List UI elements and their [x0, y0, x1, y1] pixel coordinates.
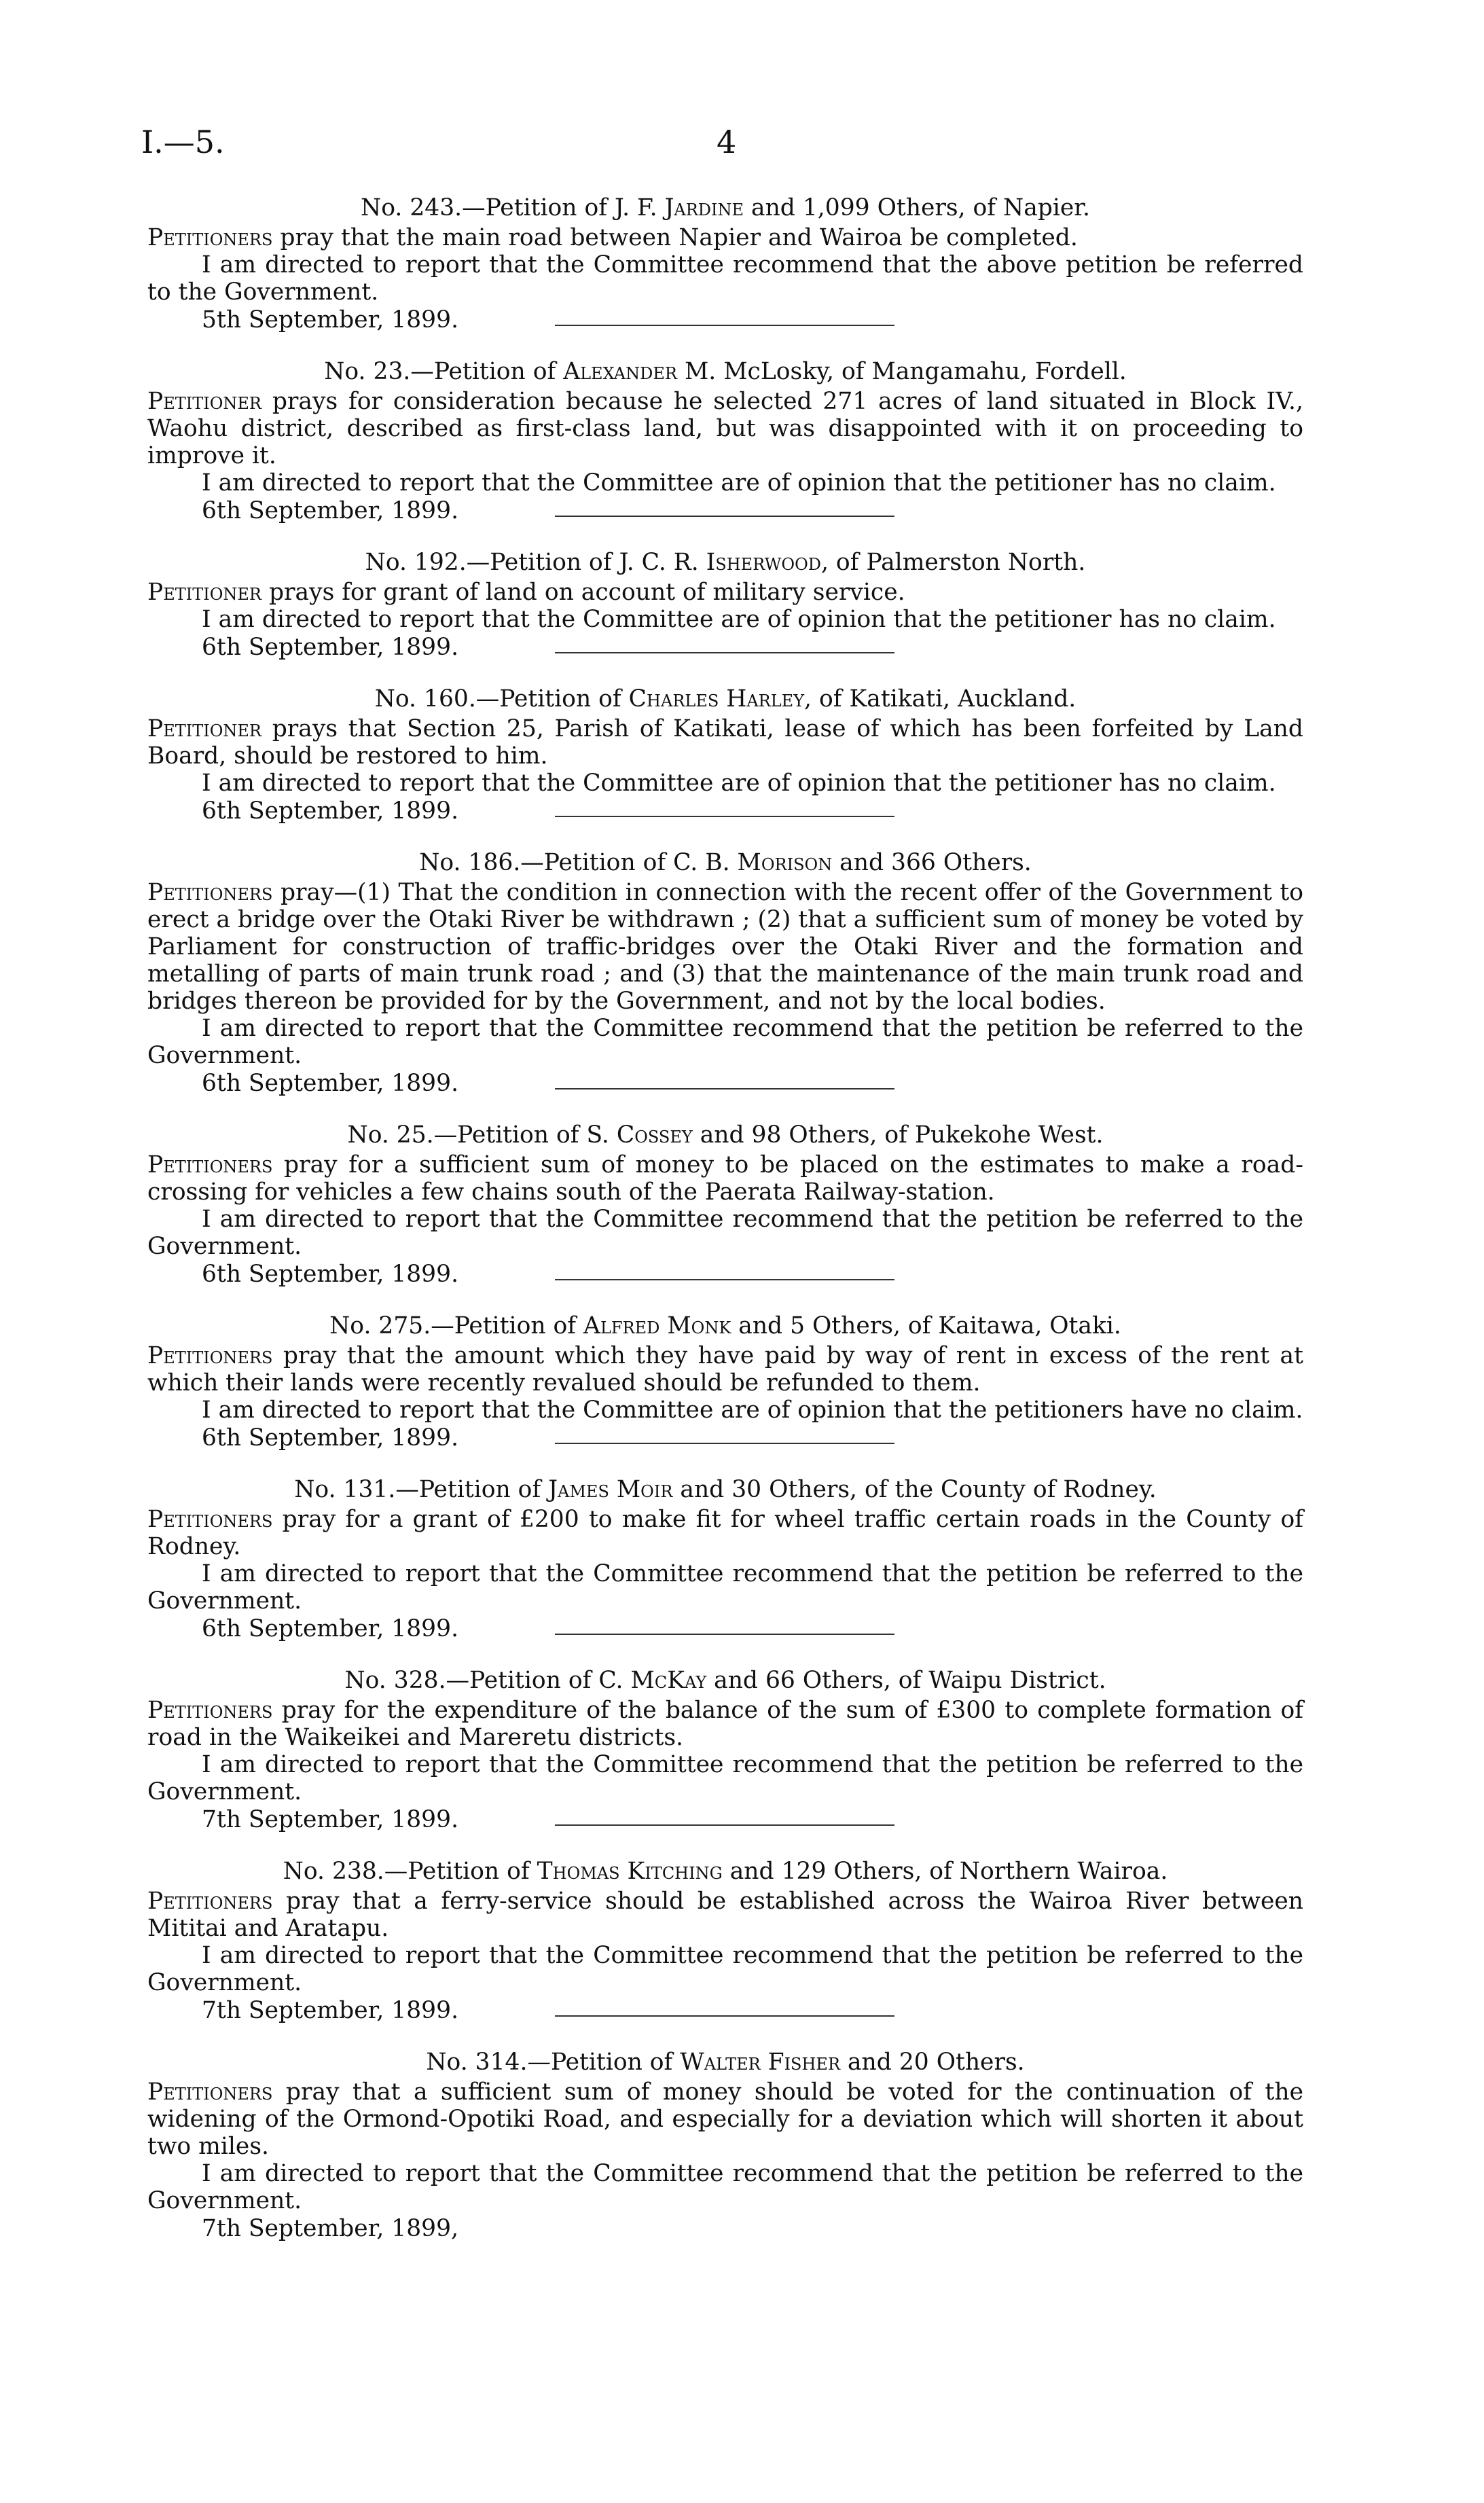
report-date-line	[147, 1996, 1303, 2025]
separator-rule	[555, 816, 894, 817]
petition-prayer: Petitioners pray for a sufficient sum of money to be placed on the estimates to make a road-crossing for vehicles a few chains south of the Paerata Railway-station.	[147, 1151, 1303, 1206]
petitions-list	[147, 194, 1303, 2243]
report-date: 6th September, 1899.	[202, 634, 459, 661]
petition-entry	[147, 2048, 1303, 2243]
committee-report: I am directed to report that the Committee recommend that the petition be referred to the Government.	[147, 1015, 1303, 1069]
report-date-line	[147, 1805, 1303, 1834]
petition-prayer: Petitioners pray that the main road between Napier and Wairoa be completed.	[147, 224, 1078, 251]
petition-title: No. 186.—Petition of C. B. Morison and 366 Others.	[419, 849, 1032, 876]
petition-entry	[147, 1666, 1303, 1834]
report-date-line	[147, 1615, 1303, 1643]
separator-rule	[555, 1824, 894, 1826]
report-date: 7th September, 1899.	[202, 1806, 459, 1833]
petition-entry	[147, 357, 1303, 525]
report-date: 6th September, 1899.	[202, 1424, 459, 1452]
petition-entry	[147, 548, 1303, 662]
report-date-line	[147, 1069, 1303, 1098]
separator-rule	[555, 516, 894, 517]
report-date: 5th September, 1899.	[202, 306, 459, 334]
committee-report: I am directed to report that the Committee recommend that the petition be referred to the Government.	[147, 1942, 1303, 1996]
separator-rule	[555, 2015, 894, 2017]
petition-title: No. 275.—Petition of Alfred Monk and 5 Others, of Kaitawa, Otaki.	[329, 1312, 1121, 1339]
petition-prayer: Petitioners pray for a grant of £200 to make fit for wheel traffic certain roads in the County of Rodney.	[147, 1506, 1303, 1560]
report-date: 6th September, 1899.	[202, 1261, 459, 1288]
committee-report: I am directed to report that the Committee recommend that the petition be referred to the Government.	[147, 1206, 1303, 1260]
separator-rule	[555, 1634, 894, 1635]
petition-prayer: Petitioners pray for the expenditure of the balance of the sum of £300 to complete formation of road in the Waikeikei and Mareretu districts.	[147, 1697, 1303, 1751]
report-date-line	[147, 1424, 1303, 1452]
petition-prayer: Petitioner prays for grant of land on account of military service.	[147, 579, 905, 606]
petition-title: No. 243.—Petition of J. F. Jardine and 1,099 Others, of Napier.	[361, 194, 1090, 221]
committee-report: I am directed to report that the Committee are of opinion that the petitioners have no claim.	[202, 1397, 1303, 1424]
petition-title: No. 131.—Petition of James Moir and 30 Others, of the County of Rodney.	[294, 1476, 1157, 1503]
separator-rule	[555, 1088, 894, 1090]
separator-rule	[555, 1443, 894, 1444]
petition-prayer: Petitioners pray that a ferry-service should be established across the Wairoa River between Mititai and Aratapu.	[147, 1888, 1303, 1942]
committee-report: I am directed to report that the Committee recommend that the above petition be referred to the Government.	[147, 251, 1303, 306]
petition-prayer: Petitioners pray—(1) That the condition in connection with the recent offer of the Government to erect a bridge over the Otaki River be withdrawn ; (2) that a sufficient sum of money be voted by Parliament for construction of traffic-bridges over the Otaki River and the formation and metalling of parts of main trunk road ; and (3) that the maintenance of the main trunk road and bridges thereon be provided for by the Government, and not by the local bodies.	[147, 879, 1303, 1015]
separator-rule	[555, 325, 894, 326]
report-date: 7th September, 1899,	[202, 2215, 459, 2242]
report-date-line	[147, 306, 1303, 334]
petition-entry	[147, 1475, 1303, 1643]
report-date-line	[147, 797, 1303, 825]
report-date: 6th September, 1899.	[202, 497, 459, 524]
separator-rule	[555, 652, 894, 653]
petition-entry	[147, 1312, 1303, 1452]
petition-entry	[147, 848, 1303, 1098]
committee-report: I am directed to report that the Committee recommend that the petition be referred to the Government.	[147, 1751, 1303, 1805]
petition-prayer: Petitioner prays for consideration because he selected 271 acres of land situated in Block IV., Waohu district, described as first-class land, but was disappointed with it on proceeding to improve it.	[147, 388, 1303, 469]
petition-title: No. 328.—Petition of C. McKay and 66 Others, of Waipu District.	[344, 1667, 1106, 1694]
petition-prayer: Petitioners pray that the amount which they have paid by way of rent in excess of the rent at which their lands were recently revalued should be refunded to them.	[147, 1342, 1303, 1397]
petition-title: No. 160.—Petition of Charles Harley, of Katikati, Auckland.	[374, 685, 1076, 713]
committee-report: I am directed to report that the Committee are of opinion that the petitioner has no claim.	[202, 469, 1276, 497]
page-number: 4	[717, 124, 737, 160]
petition-title: No. 25.—Petition of S. Cossey and 98 Others, of Pukekohe West.	[347, 1121, 1104, 1149]
petition-entry	[147, 194, 1303, 334]
petition-prayer: Petitioners pray that a sufficient sum of money should be voted for the continuation of the widening of the Ormond-Opotiki Road, and especially for a deviation which will shorten it about two miles.	[147, 2078, 1303, 2160]
report-date-line	[147, 2214, 1303, 2243]
report-date: 7th September, 1899.	[202, 1997, 459, 2024]
report-date: 6th September, 1899.	[202, 1070, 459, 1097]
committee-report: I am directed to report that the Committee recommend that the petition be referred to the Government.	[147, 1560, 1303, 1615]
petition-title: No. 23.—Petition of Alexander M. McLosky, of Mangamahu, Fordell.	[324, 358, 1127, 385]
petition-prayer: Petitioner prays that Section 25, Parish of Katikati, lease of which has been forfeited by Land Board, should be restored to him.	[147, 715, 1303, 770]
petition-title: No. 192.—Petition of J. C. R. Isherwood, of Palmerston North.	[365, 549, 1086, 576]
report-date-line	[147, 1260, 1303, 1289]
page-header	[141, 124, 1296, 178]
report-date: 6th September, 1899.	[202, 1615, 459, 1642]
petition-entry	[147, 685, 1303, 825]
petition-entry	[147, 1121, 1303, 1289]
report-date: 6th September, 1899.	[202, 797, 459, 825]
separator-rule	[555, 1279, 894, 1280]
petition-entry	[147, 1857, 1303, 2025]
petition-title: No. 238.—Petition of Thomas Kitching and 129 Others, of Northern Wairoa.	[283, 1858, 1168, 1885]
report-date-line	[147, 633, 1303, 662]
report-date-line	[147, 497, 1303, 525]
committee-report: I am directed to report that the Committee recommend that the petition be referred to the Government.	[147, 2160, 1303, 2214]
committee-report: I am directed to report that the Committee are of opinion that the petitioner has no claim.	[202, 606, 1276, 633]
paper-code: I.—5.	[141, 124, 225, 160]
petition-title: No. 314.—Petition of Walter Fisher and 20 Others.	[426, 2049, 1025, 2076]
committee-report: I am directed to report that the Committee are of opinion that the petitioner has no claim.	[202, 770, 1276, 797]
